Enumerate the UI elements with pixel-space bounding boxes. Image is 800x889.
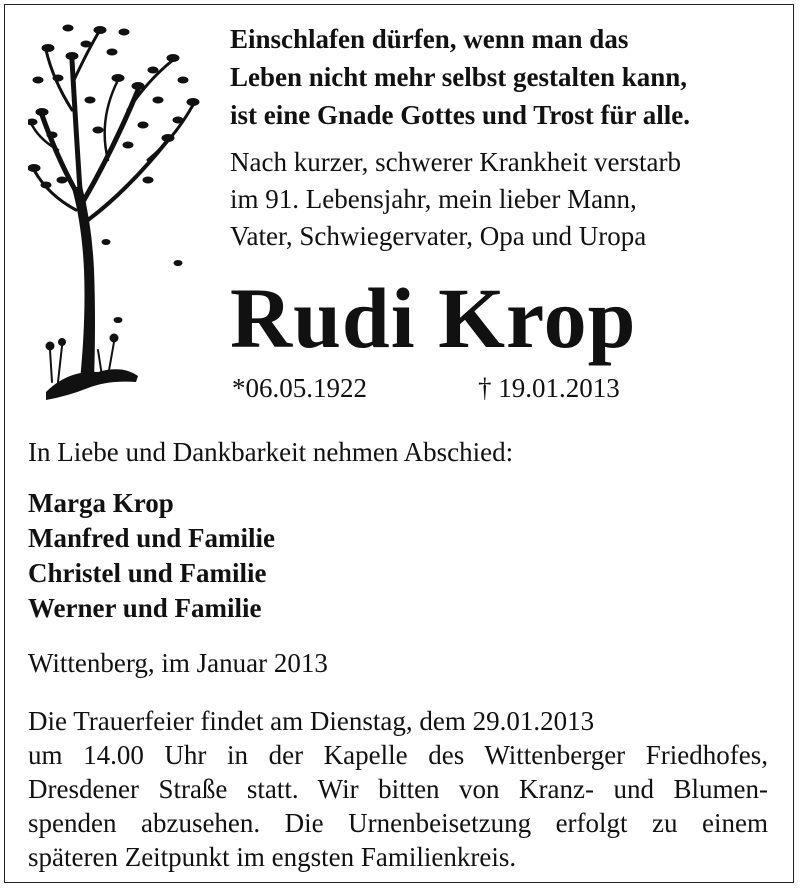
death-date: † 19.01.2013 (478, 373, 620, 403)
deceased-name: Rudi Krop (230, 270, 637, 366)
announcement-line: Nach kurzer, schwerer Krankheit verstarb (230, 147, 681, 177)
service-line: Die Trauerfeier findet am Dienstag, dem 29.01.2013 (28, 706, 595, 736)
death-announcement (230, 144, 790, 255)
birth-date: *06.05.1922 (232, 373, 367, 403)
mourners-list (28, 486, 275, 626)
tree-silhouette-icon (28, 20, 208, 405)
farewell-line: In Liebe und Dankbarkeit nehmen Abschied: (28, 437, 514, 467)
mourner: Marga Krop (28, 488, 174, 518)
place-date: Wittenberg, im Januar 2013 (28, 648, 328, 678)
service-line: späteren Zeitpunkt im engsten Familienkreis. (28, 842, 517, 872)
quote-line: Einschlafen dürfen, wenn man das (230, 24, 629, 54)
announcement-line: im 91. Lebensjahr, mein lieber Mann, (230, 184, 637, 214)
announcement-line: Vater, Schwiegervater, Opa und Uropa (230, 221, 647, 251)
quote (230, 20, 790, 134)
mourner: Christel und Familie (28, 558, 267, 588)
service-line: Dresdener Straße statt. Wir bitten von Kranz- und Blumen- (28, 774, 768, 804)
mourner: Werner und Familie (28, 593, 262, 623)
funeral-service-notice (28, 704, 768, 874)
mourner: Manfred und Familie (28, 523, 276, 553)
quote-line: Leben nicht mehr selbst gestalten kann, (230, 62, 688, 92)
quote-line: ist eine Gnade Gottes und Trost für alle. (230, 100, 691, 130)
service-line: um 14.00 Uhr in der Kapelle des Wittenberger Friedhofes, (28, 740, 768, 770)
service-line: spenden abzusehen. Die Urnenbeisetzung erfolgt zu einem (28, 808, 768, 838)
